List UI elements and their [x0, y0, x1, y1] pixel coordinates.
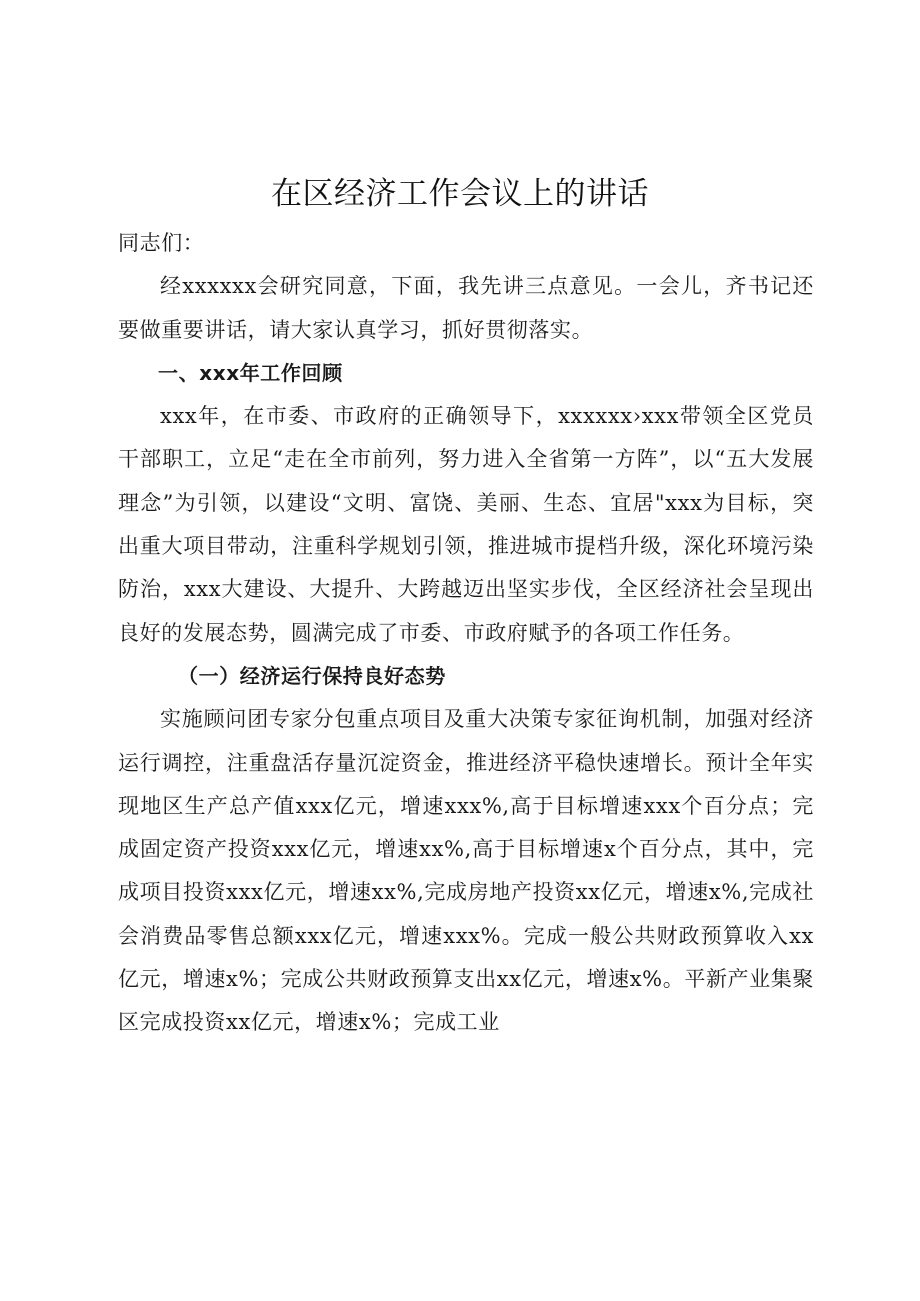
document-body [118, 222, 814, 1045]
section-heading-review: 一、xxx年工作回顾 [158, 360, 343, 385]
salutation: 同志们： [118, 231, 205, 255]
subsection-heading-economy: （一）经济运行保持良好态势 [178, 663, 446, 688]
economy-paragraph: 实施顾问团专家分包重点项目及重大决策专家征询机制，加强对经济运行调控，注重盘活存量沉淀资金，推进经济平稳快速增长。预计全年实现地区生产总产值xxx亿元，增速xxx%,高于目标增速xxx个百分点；完成固定资产投资xxx亿元，增速xx%,高于目标增速x个百分点，其中，完成项目投资xxx亿元，增速xx%,完成房地产投资xx亿元，增速x%,完成社会消费品零售总额xxx亿元，增速xxx%。完成一般公共财政预算收入xx亿元，增速x%；完成公共财政预算支出xx亿元，增速x%。平新产业集聚区完成投资xx亿元，增速x%；完成工业 [118, 707, 814, 1035]
intro-paragraph: 经xxxxxx会研究同意，下面，我先讲三点意见。一会儿，齐书记还要做重要讲话，请大家认真学习，抓好贯彻落实。 [118, 274, 814, 342]
review-paragraph: xxx年，在市委、市政府的正确领导下，xxxxxx›xxx带领全区党员干部职工，立足“走在全市前列，努力进入全省第一方阵”，以“五大发展理念”为引领，以建设“文明、富饶、美丽、生态、宜居"xxx为目标，突出重大项目带动，注重科学规划引领，推进城市提档升级，深化环境污染防治，xxx大建设、大提升、大跨越迈出坚实步伐，全区经济社会呈现出良好的发展态势，圆满完成了市委、市政府赋予的各项工作任务。 [118, 404, 814, 645]
document-title: 在区经济工作会议上的讲话 [271, 176, 649, 212]
